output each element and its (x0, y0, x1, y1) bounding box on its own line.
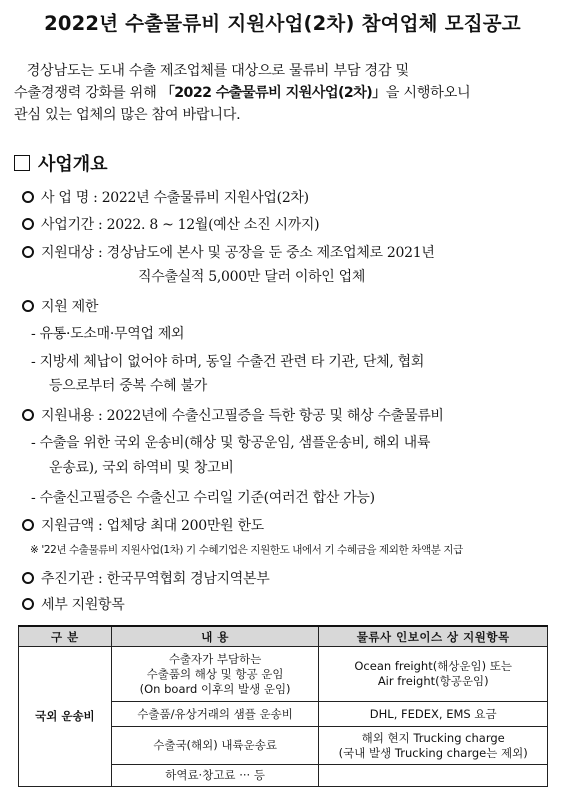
checkbox-square-icon (14, 155, 30, 171)
page-title: 2022년 수출물류비 지원사업(2차) 참여업체 모집공고 (44, 12, 521, 35)
item-organization: 추진기관 : 한국무역협회 경남지역본부 (22, 568, 269, 588)
circle-bullet-icon (22, 598, 34, 610)
restriction-2-cont: 등으로부터 중복 수혜 불가 (49, 378, 207, 394)
content-cell: 수출국(해외) 내륙운송료 (111, 727, 319, 765)
circle-bullet-icon (22, 409, 34, 421)
item-content: 지원내용 : 2022년에 수출신고필증을 득한 항공 및 해상 수출물류비 (22, 405, 444, 425)
table-header-row (19, 626, 548, 647)
intro-line-1: 경상남도는 도내 수출 제조업체를 대상으로 물류비 부담 경감 및 (26, 63, 409, 79)
content-cell: 수출품/유상거래의 샘플 운송비 (111, 702, 319, 727)
content-2: - 수출신고필증은 수출신고 수리일 기준(여러건 합산 가능) (31, 490, 375, 506)
header-category: 구 분 (19, 626, 112, 647)
note-text: ※ '22년 수출물류비 지원사업(1차) 기 수혜기업은 지원한도 내에서 기 수혜금을 제외한 차액분 지급 (30, 544, 463, 556)
support-items-table (18, 625, 548, 787)
item-project-name: 사 업 명 : 2022년 수출물류비 지원사업(2차) (22, 187, 309, 207)
item-period: 사업기간 : 2022. 8 ~ 12월(예산 소진 시까지) (22, 214, 319, 234)
restriction-1: - 유통·도소매·무역업 제외 (31, 326, 185, 342)
invoice-cell: 해외 현지 Trucking charge (국내 발생 Trucking charge는 제외) (319, 727, 548, 765)
item-target: 지원대상 : 경상남도에 본사 및 공장을 둔 중소 제조업체로 2021년 (22, 242, 435, 262)
circle-bullet-icon (22, 572, 34, 584)
invoice-cell: DHL, FEDEX, EMS 요금 (319, 702, 548, 727)
program-name: 「2022 수출물류비 지원사업(2차)」 (160, 85, 386, 101)
content-1-cont: 운송료), 국외 하역비 및 창고비 (49, 460, 234, 476)
restriction-2: - 지방세 체납이 없어야 하며, 동일 수출건 관련 타 기관, 단체, 협회 (31, 354, 425, 370)
invoice-cell (319, 765, 548, 787)
circle-bullet-icon (22, 218, 34, 230)
header-invoice-items: 물류사 인보이스 상 지원항목 (319, 626, 548, 647)
intro-paragraph (14, 60, 551, 126)
intro-line-2: 수출경쟁력 강화를 위해 「2022 수출물류비 지원사업(2차)」을 시행하오니 (14, 85, 471, 101)
item-amount: 지원금액 : 업체당 최대 200만원 한도 (22, 515, 264, 535)
intro-line-3: 관심 있는 업체의 많은 참여 바랍니다. (14, 107, 241, 123)
category-cell: 국외 운송비 (19, 647, 112, 787)
content-cell: 하역료·창고료 ··· 등 (111, 765, 319, 787)
item-detail: 세부 지원항목 (22, 594, 125, 614)
item-target-cont: 직수출실적 5,000만 달러 이하인 업체 (138, 269, 366, 285)
section-heading: 사업개요 (14, 150, 108, 176)
circle-bullet-icon (22, 300, 34, 312)
invoice-cell: Ocean freight(해상운임) 또는 Air freight(항공운임) (319, 647, 548, 702)
circle-bullet-icon (22, 246, 34, 258)
content-1: - 수출을 위한 국외 운송비(해상 및 항공운임, 샘플운송비, 해외 내륙 (31, 435, 431, 451)
circle-bullet-icon (22, 519, 34, 531)
table-row (19, 647, 548, 702)
content-cell: 수출자가 부담하는 수출품의 해상 및 항공 운임 (On board 이후의 발생 운임) (111, 647, 319, 702)
circle-bullet-icon (22, 191, 34, 203)
header-content: 내 용 (111, 626, 319, 647)
item-restriction: 지원 제한 (22, 296, 98, 316)
